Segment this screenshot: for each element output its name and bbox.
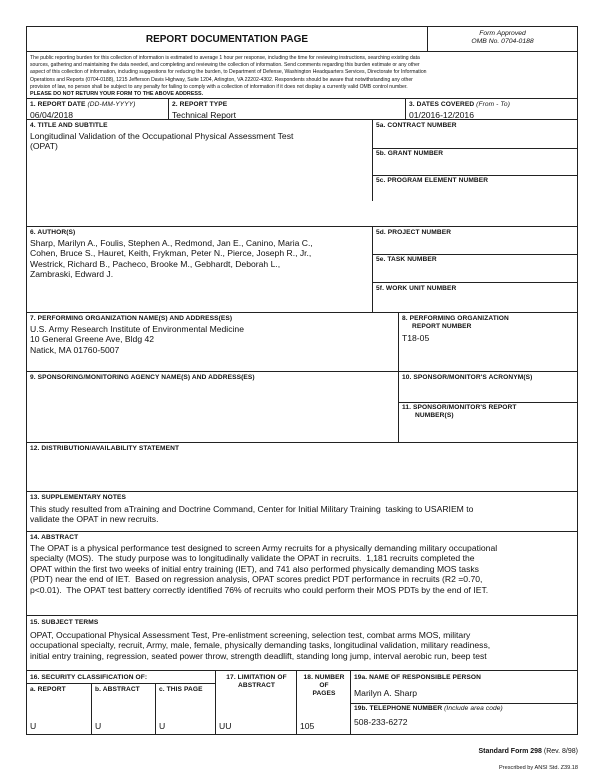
abstract-field[interactable] [27,531,577,615]
dates-covered-value: 01/2016-12/2016 [409,110,474,120]
report-date-field[interactable] [27,99,168,119]
task-number-field[interactable] [373,254,578,282]
form-approved-text: Form Approved [479,30,526,37]
distribution-label: 12. DISTRIBUTION/AVAILABILITY STATEMENT [30,445,180,452]
classification-row [27,670,577,734]
supplementary-label: 13. SUPPLEMENTARY NOTES [30,494,126,501]
sponsor-report-label: 11. SPONSOR/MONITOR'S REPORT [402,404,517,411]
pages-label: 18. NUMBER [303,674,345,681]
responsible-person-label: 19a. NAME OF RESPONSIBLE PERSON [354,674,481,681]
responsible-person-field[interactable] [351,671,578,703]
report-classification-label: a. REPORT [30,686,66,693]
burden-line: provision of law, no person shall be subject to any penalty for failing to comply with a collection of information if it does not display a currently valid OMB control number. [30,83,408,90]
dates-covered-field[interactable] [405,99,577,119]
contract-number-label: 5a. CONTRACT NUMBER [376,122,457,129]
sponsoring-row [27,371,577,442]
limitation-field[interactable] [215,671,296,734]
report-info-row [27,98,577,119]
page-title: REPORT DOCUMENTATION PAGE [145,34,309,45]
sponsor-acronym-field[interactable] [399,372,578,402]
authors-row [27,226,577,312]
subject-terms-field[interactable] [27,615,577,670]
supplementary-line: validate the OPAT in new recruits. [30,514,159,525]
sponsor-report-label: NUMBER(S) [415,412,454,419]
report-date-hint: (DD-MM-YYYY) [87,101,136,108]
org-address-line: Natick, MA 01760-5007 [30,344,120,355]
abstract-classification-field[interactable] [91,683,156,735]
burden-line: Operations and Reports (0704-0188), 1215 Jefferson Davis Highway, Suite 1204, Arlington, VA 22202-4302. Respondents should be aware that notwithstanding any other [30,76,413,83]
report-documentation-form [26,26,578,735]
distribution-field[interactable] [27,442,577,491]
abstract-line: OPAT within the first two weeks of initial entry training (IET), and 741 also performed physically demanding MOS tasks [30,563,479,574]
sponsoring-agency-field[interactable] [27,372,398,442]
report-date-value: 06/04/2018 [30,110,74,120]
sponsoring-agency-label: 9. SPONSORING/MONITORING AGENCY NAME(S) AND ADDRESS(ES) [30,374,255,381]
report-classification-field[interactable] [27,683,91,735]
author-line: Cohen, Bruce S., Hauret, Keith, Frykman, Peter N., Pierce, Joseph R., Jr., [30,248,312,259]
title-line: (OPAT) [30,141,58,152]
burden-line: The public reporting burden for this collection of information is estimated to average 1 hour per response, including the time for reviewing instructions, searching existing data [30,55,420,61]
standard-form-label: Standard Form 298 [478,748,542,755]
pages-label: OF [319,682,329,689]
limitation-label: 17. LIMITATION OF [226,674,287,681]
performing-org-row [27,312,577,371]
performing-org-field[interactable] [27,313,398,371]
grant-number-label: 5b. GRANT NUMBER [376,150,444,157]
this-page-classification-field[interactable] [155,683,216,735]
performing-org-label: 7. PERFORMING ORGANIZATION NAME(S) AND ADDRESS(ES) [30,315,233,322]
limitation-label: ABSTRACT [237,682,276,689]
report-type-value: Technical Report [172,110,237,120]
report-type-label: 2. REPORT TYPE [172,101,228,108]
title-line: Longitudinal Validation of the Occupational Physical Assessment Test [30,131,294,141]
author-line: Sharp, Marilyn A., Foulis, Stephen A., Redmond, Jan E., Canino, Maria C., [30,238,313,248]
performing-report-label: 8. PERFORMING ORGANIZATION [402,315,509,322]
telephone-value: 508-233-6272 [354,717,408,727]
program-element-label: 5c. PROGRAM ELEMENT NUMBER [376,177,489,184]
pages-label: PAGES [312,690,336,697]
project-number-field[interactable] [373,227,578,254]
standard-form-revision: (Rev. 8/98) [543,748,578,755]
abstract-classification-label: b. ABSTRACT [95,686,140,693]
form-footer [471,738,578,772]
performing-report-label: REPORT NUMBER [412,323,472,330]
subject-terms-label: 15. SUBJECT TERMS [30,619,99,626]
do-not-return-notice: PLEASE DO NOT RETURN YOUR FORM TO THE ABOVE ADDRESS. [30,91,204,98]
project-number-label: 5d. PROJECT NUMBER [376,229,452,236]
burden-statement [27,51,577,98]
authors-field[interactable] [27,227,372,312]
authors-label: 6. AUTHOR(S) [30,229,76,236]
subject-terms-line: occupational specialty, recruit, Army, male, female, physically demanding tasks, longitudinal validation, military readiness, [30,640,491,651]
abstract-line: (PDT) near the end of IET. Based on regression analysis, OPAT scores predict PDT performance in recruits (R2 =0.70, [30,574,483,585]
omb-number: OMB No. 0704-0188 [471,38,534,45]
subject-terms-line: initial entry training, regression, seated power throw, strength deadlift, standing long jump, interval aerobic run, beep test [30,650,487,661]
telephone-field[interactable] [351,703,578,735]
contract-number-field[interactable] [373,120,578,148]
abstract-line: The OPAT is a physical performance test designed to screen Army recruits for a physically demanding military occupational [30,543,498,553]
security-classification-label: 16. SECURITY CLASSIFICATION OF: [30,674,148,681]
work-unit-field[interactable] [373,282,578,313]
burden-line: sources, gathering and maintaining the data needed, and completing and reviewing the collection of information. Send comments regarding this burden estimate or any other [30,62,420,69]
program-element-field[interactable] [373,175,578,202]
abstract-classification-value: U [95,721,102,731]
supplementary-field[interactable] [27,491,577,531]
sponsor-report-field[interactable] [399,402,578,443]
title-row [27,119,577,201]
this-page-classification-value: U [159,721,166,731]
this-page-classification-label: c. THIS PAGE [159,686,203,693]
performing-report-field[interactable] [398,313,577,371]
author-line: Zambraski, Edward J. [30,269,114,280]
report-date-label: 1. REPORT DATE [30,101,86,108]
dates-covered-hint: (From - To) [476,101,510,108]
performing-report-value: T18-05 [402,333,430,343]
abstract-line: p<0.01). The OPAT test battery correctly identified 76% of recruits who could perform their MOS PDTs by the end of IET. [30,584,489,595]
subject-terms-line: OPAT, Occupational Physical Assessment Test, Pre-enlistment screening, selection test, combat arms MOS, military [30,630,471,640]
pages-value: 105 [300,721,315,731]
burden-line: aspect of this collection of information, including suggestions for reducing the burden, to Department of Defense, Washington Headquarters Services, Directorate for Information [30,69,427,76]
form-header [27,27,577,51]
prescribed-by: Prescribed by ANSI Std. Z39.18 [499,765,578,771]
title-subtitle-field[interactable] [27,120,372,201]
title-subtitle-label: 4. TITLE AND SUBTITLE [30,122,108,129]
report-classification-value: U [30,721,37,731]
limitation-value: UU [219,721,232,731]
telephone-label: 19b. TELEPHONE NUMBER [354,705,443,712]
task-number-label: 5e. TASK NUMBER [376,256,437,263]
author-line: Westrick, Richard B., Pacheco, Brooke M., Gebhardt, Deborah L., [30,258,281,269]
org-address-line: U.S. Army Research Institute of Environmental Medicine [30,324,244,334]
work-unit-label: 5f. WORK UNIT NUMBER [376,285,457,292]
responsible-person-value: Marilyn A. Sharp [354,688,418,698]
telephone-hint: (Include area code) [444,705,503,712]
report-type-field[interactable] [168,99,405,119]
supplementary-line: This study resulted from aTraining and Doctrine Command, Center for Initial Military Training tasking to USARIEM to [30,504,474,514]
grant-number-field[interactable] [373,148,578,175]
pages-field[interactable] [296,671,350,734]
sponsor-acronym-label: 10. SPONSOR/MONITOR'S ACRONYM(S) [402,374,533,381]
abstract-line: specialty (MOS). The study purpose was to longitudinally validate the OPAT in recruits. 1,181 recruits completed the [30,553,475,564]
org-address-line: 10 General Greene Ave, Bldg 42 [30,334,155,345]
dates-covered-label: 3. DATES COVERED [409,101,475,108]
abstract-label: 14. ABSTRACT [30,534,79,541]
